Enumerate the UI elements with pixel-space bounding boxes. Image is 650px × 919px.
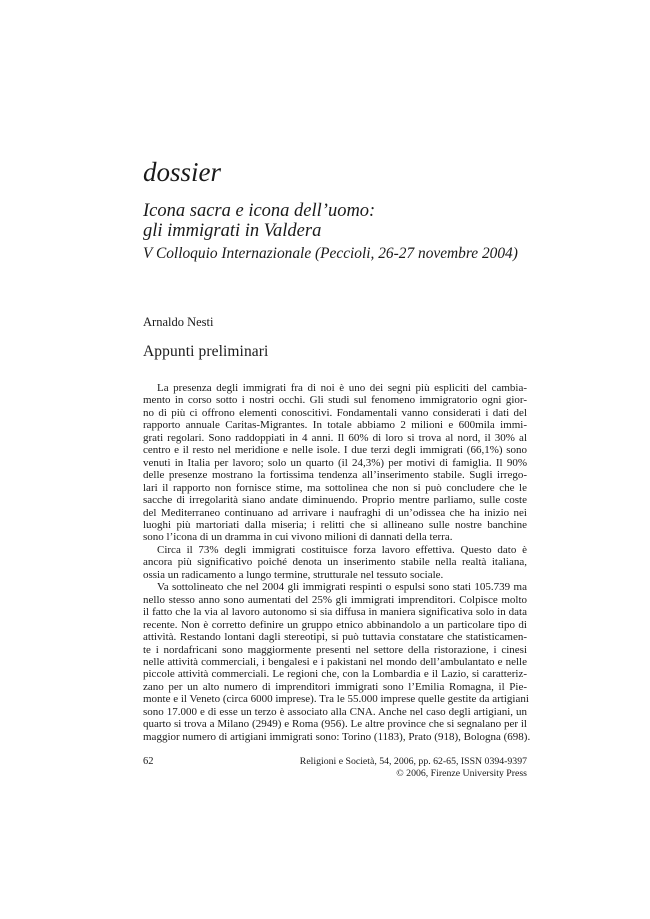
text-line: delle presenze mostrano la fortissima tendenza all’inserimento stabile. Sugli irrego-: [143, 469, 527, 482]
text-line: zano per un alto numero di imprenditori immigrati sono l’Emilia Romagna, il Pie-: [143, 680, 527, 693]
text-line: luoghi più martoriati dalla miseria; i relitti che si allineano sulle nostre banchine: [143, 518, 527, 531]
paragraph: [143, 544, 527, 581]
text-line: mento in corso sotto i nostri occhi. Gli studi sul fenomeno immigratorio ogni gior-: [143, 394, 527, 407]
article-title: Appunti preliminari: [143, 343, 269, 360]
text-line: rapporto annuale Caritas-Migrantes. In totale abbiamo 2 milioni e 600mila immi-: [143, 419, 527, 432]
text-line: ossia un radicamento a lungo termine, strutturale nel tessuto sociale.: [143, 568, 444, 581]
text-line: attività. Restando lontani dagli stereotipi, si può tuttavia constatare che statisticamen-: [143, 631, 527, 644]
text-line: nelle attività commerciali, i bengalesi e i pakistani nel mondo dell’ambulantato e nelle: [143, 655, 527, 668]
text-line: del Mediterraneo continuano ad arrivare i naufraghi di un’odissea che ha inizio nei: [143, 506, 527, 519]
dossier-subtitle: V Colloquio Internazionale (Peccioli, 26-27 novembre 2004): [143, 245, 518, 262]
text-line: sono 17.000 e di esse un terzo è associato alla CNA. Anche nel caso degli artigiani, un: [143, 705, 527, 718]
text-line: te i nordafricani sono maggiormente presenti nel settore della ristorazione, i cinesi: [143, 643, 527, 656]
text-line: sacche di irregolarità siano andate diminuendo. Proprio mentre parliamo, sulle coste: [143, 494, 527, 507]
paragraph: [143, 581, 531, 743]
text-line: il fatto che la via al lavoro autonomo si sia diffusa in maniera significativa solo in data: [143, 606, 527, 619]
author-name: Arnaldo Nesti: [143, 315, 214, 329]
text-line: recente. Non è corretto definire un gruppo etnico abbinandolo a un particolare tipo di: [143, 618, 527, 631]
text-line: piccole attività commerciali. Le regioni che, con la Lombardia e il Lazio, si caratteriz-: [143, 668, 527, 681]
text-line: ancora più significativo poiché denota un inserimento stabile nella realtà italiana,: [143, 556, 527, 569]
text-line: no di più ci offrono elementi conoscitivi. Fondamentali vanno considerati i dati del: [143, 406, 527, 419]
citation-line-1: Religioni e Società, 54, 2006, pp. 62-65, ISSN 0394-9397: [299, 756, 527, 767]
text-line: sono l’icona di un dramma in cui vivono milioni di dannati della terra.: [143, 531, 453, 544]
text-line: maggior numero di artigiani immigrati sono: Torino (1183), Prato (918), Bologna (698).: [143, 730, 531, 743]
article-body: [143, 382, 531, 743]
text-line: Circa il 73% degli immigrati costituisce forza lavoro effettiva. Questo dato è: [157, 543, 527, 556]
text-line: quarto si trova a Milano (2949) e Roma (956). Le altre province che si segnalano per il: [143, 718, 527, 731]
text-line: La presenza degli immigrati fra di noi è uno dei segni più espliciti del cambia-: [157, 382, 527, 394]
text-line: lari il rapporto non fornisce stime, ma sottolinea che non si può concludere che le: [143, 481, 527, 494]
paragraph: [143, 382, 527, 544]
citation-line-2: © 2006, Firenze University Press: [396, 767, 527, 779]
text-line: Va sottolineato che nel 2004 gli immigrati respinti o espulsi sono stati 105.739 ma: [157, 581, 527, 594]
text-line: grati regolari. Sono raddoppiati in 4 anni. Il 60% di loro si trova al nord, il 30% al: [143, 431, 527, 444]
dossier-title-line-2: gli immigrati in Valdera: [143, 221, 322, 241]
page-number: 62: [143, 756, 154, 767]
dossier-title: [143, 201, 375, 241]
text-line: monte e il Veneto (circa 6000 imprese). Tra le 55.000 imprese quelle gestite da artigiani: [143, 693, 529, 706]
section-label: dossier: [143, 157, 222, 187]
text-line: venuti in Italia per lavoro; solo un quarto (il 24,3%) per motivi di famiglia. Il 90%: [143, 456, 527, 469]
text-line: nello stesso anno sono aumentati del 25% gli immigrati imprenditori. Colpisce molto: [143, 593, 527, 606]
journal-citation: [300, 756, 527, 779]
dossier-title-line-1: Icona sacra e icona dell’uomo:: [143, 201, 376, 221]
text-line: centro e il resto nel meridione e nelle isole. I due terzi degli immigrati (66,1%) sono: [143, 444, 527, 457]
